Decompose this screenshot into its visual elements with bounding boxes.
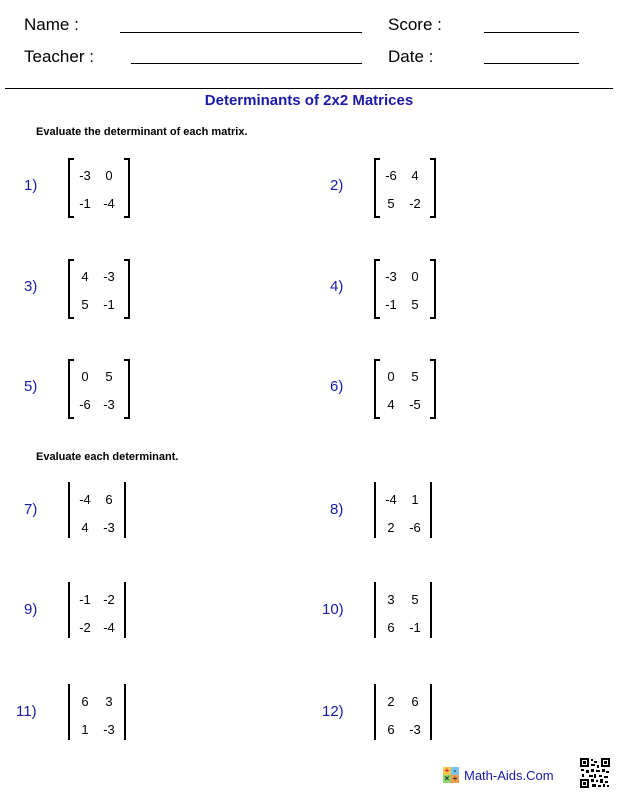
matrix-entry-b: 1 xyxy=(411,492,419,507)
matrix-entry-d: -3 xyxy=(103,520,115,535)
matrix-entry-a: 6 xyxy=(81,694,89,709)
right-bracket xyxy=(124,359,130,419)
matrix-entry-d: -3 xyxy=(409,722,421,737)
matrix-entry-a: 3 xyxy=(387,592,395,607)
right-bracket xyxy=(430,158,436,218)
determinant xyxy=(68,684,132,742)
matrix-entry-a: -1 xyxy=(79,592,91,607)
problem-number: 4) xyxy=(330,278,344,295)
matrix-entry-a: -4 xyxy=(385,492,397,507)
matrix-entry-a: 0 xyxy=(81,369,89,384)
matrix-entry-d: -4 xyxy=(103,196,115,211)
determinant xyxy=(68,482,132,540)
problem-3 xyxy=(12,259,252,319)
date-label: Date : xyxy=(388,47,434,66)
problem-11 xyxy=(12,684,252,744)
problem-8 xyxy=(318,482,558,542)
problem-4 xyxy=(318,259,558,319)
worksheet-title: Determinants of 2x2 Matrices xyxy=(204,92,414,109)
matrix xyxy=(68,158,132,216)
matrix-entry-a: -4 xyxy=(79,492,91,507)
matrix-entry-c: 1 xyxy=(81,722,89,737)
section2-instruction: Evaluate each determinant. xyxy=(36,451,179,463)
determinant xyxy=(68,582,132,640)
right-bracket xyxy=(430,359,436,419)
matrix-entry-c: 6 xyxy=(387,722,395,737)
qr-code-icon xyxy=(580,758,610,788)
date-line[interactable] xyxy=(484,63,579,64)
problem-1 xyxy=(12,158,252,218)
matrix-entry-d: -2 xyxy=(409,196,421,211)
right-bar xyxy=(430,482,432,538)
matrix-entry-d: -4 xyxy=(103,620,115,635)
score-line[interactable] xyxy=(484,32,579,33)
problem-number: 5) xyxy=(24,378,38,395)
matrix-entry-a: 0 xyxy=(387,369,395,384)
matrix-entry-a: 4 xyxy=(81,269,89,284)
right-bar xyxy=(430,684,432,740)
right-bracket xyxy=(430,259,436,319)
left-bar xyxy=(374,582,376,638)
problem-5 xyxy=(12,359,252,419)
determinant xyxy=(374,582,438,640)
matrix-entry-d: -1 xyxy=(103,297,115,312)
problem-10 xyxy=(318,582,558,642)
matrix-entry-c: -2 xyxy=(79,620,91,635)
matrix-entry-a: -3 xyxy=(385,269,397,284)
matrix-entry-a: 2 xyxy=(387,694,395,709)
matrix xyxy=(374,359,438,417)
matrix-entry-c: 4 xyxy=(81,520,89,535)
matrix-entry-b: 3 xyxy=(105,694,113,709)
matrix-entry-c: -6 xyxy=(79,397,91,412)
matrix-entry-b: 0 xyxy=(105,168,113,183)
name-label: Name : xyxy=(24,15,79,34)
problem-2 xyxy=(318,158,558,218)
matrix xyxy=(68,259,132,317)
problem-number: 7) xyxy=(24,501,38,518)
problem-number: 10) xyxy=(322,601,344,618)
matrix-entry-b: 5 xyxy=(105,369,113,384)
right-bar xyxy=(124,582,126,638)
matrix-entry-c: 5 xyxy=(387,196,395,211)
header-divider xyxy=(5,88,613,89)
left-bar xyxy=(68,582,70,638)
matrix-entry-c: 4 xyxy=(387,397,395,412)
problem-number: 6) xyxy=(330,378,344,395)
matrix-entry-b: 4 xyxy=(411,168,419,183)
problem-number: 9) xyxy=(24,601,38,618)
problem-number: 8) xyxy=(330,501,344,518)
right-bar xyxy=(124,482,126,538)
matrix-entry-d: 5 xyxy=(411,297,419,312)
problem-number: 3) xyxy=(24,278,38,295)
matrix-entry-b: -2 xyxy=(103,592,115,607)
matrix xyxy=(68,359,132,417)
left-bar xyxy=(68,684,70,740)
left-bar xyxy=(374,684,376,740)
right-bracket xyxy=(124,158,130,218)
matrix-entry-c: 6 xyxy=(387,620,395,635)
matrix-entry-d: -5 xyxy=(409,397,421,412)
right-bracket xyxy=(124,259,130,319)
score-label: Score : xyxy=(388,15,442,34)
problem-12 xyxy=(318,684,558,744)
right-bar xyxy=(124,684,126,740)
matrix-entry-c: 2 xyxy=(387,520,395,535)
matrix-entry-b: 6 xyxy=(411,694,419,709)
left-bar xyxy=(68,482,70,538)
matrix-entry-b: -3 xyxy=(103,269,115,284)
left-bar xyxy=(374,482,376,538)
matrix-entry-c: -1 xyxy=(385,297,397,312)
problem-6 xyxy=(318,359,558,419)
matrix-entry-b: 6 xyxy=(105,492,113,507)
matrix-entry-d: -1 xyxy=(409,620,421,635)
name-line[interactable] xyxy=(120,32,362,33)
matrix-entry-c: 5 xyxy=(81,297,89,312)
matrix-entry-d: -3 xyxy=(103,722,115,737)
problem-number: 11) xyxy=(16,703,37,720)
section1-instruction: Evaluate the determinant of each matrix. xyxy=(36,126,248,138)
site-name: Math-Aids.Com xyxy=(464,768,554,783)
matrix-entry-a: -6 xyxy=(385,168,397,183)
matrix-entry-d: -6 xyxy=(409,520,421,535)
matrix-entry-d: -3 xyxy=(103,397,115,412)
matrix-entry-c: -1 xyxy=(79,196,91,211)
problem-9 xyxy=(12,582,252,642)
matrix-entry-b: 5 xyxy=(411,369,419,384)
matrix-entry-a: -3 xyxy=(79,168,91,183)
problem-number: 12) xyxy=(322,703,344,720)
determinant xyxy=(374,684,438,742)
teacher-label: Teacher : xyxy=(24,47,94,66)
matrix-entry-b: 5 xyxy=(411,592,419,607)
problem-number: 2) xyxy=(330,177,344,194)
teacher-line[interactable] xyxy=(131,63,362,64)
problem-number: 1) xyxy=(24,177,38,194)
right-bar xyxy=(430,582,432,638)
determinant xyxy=(374,482,438,540)
problem-7 xyxy=(12,482,252,542)
matrix-entry-b: 0 xyxy=(411,269,419,284)
matrix xyxy=(374,158,438,216)
math-aids-logo-icon: + - × ÷ xyxy=(444,766,458,783)
matrix xyxy=(374,259,438,317)
